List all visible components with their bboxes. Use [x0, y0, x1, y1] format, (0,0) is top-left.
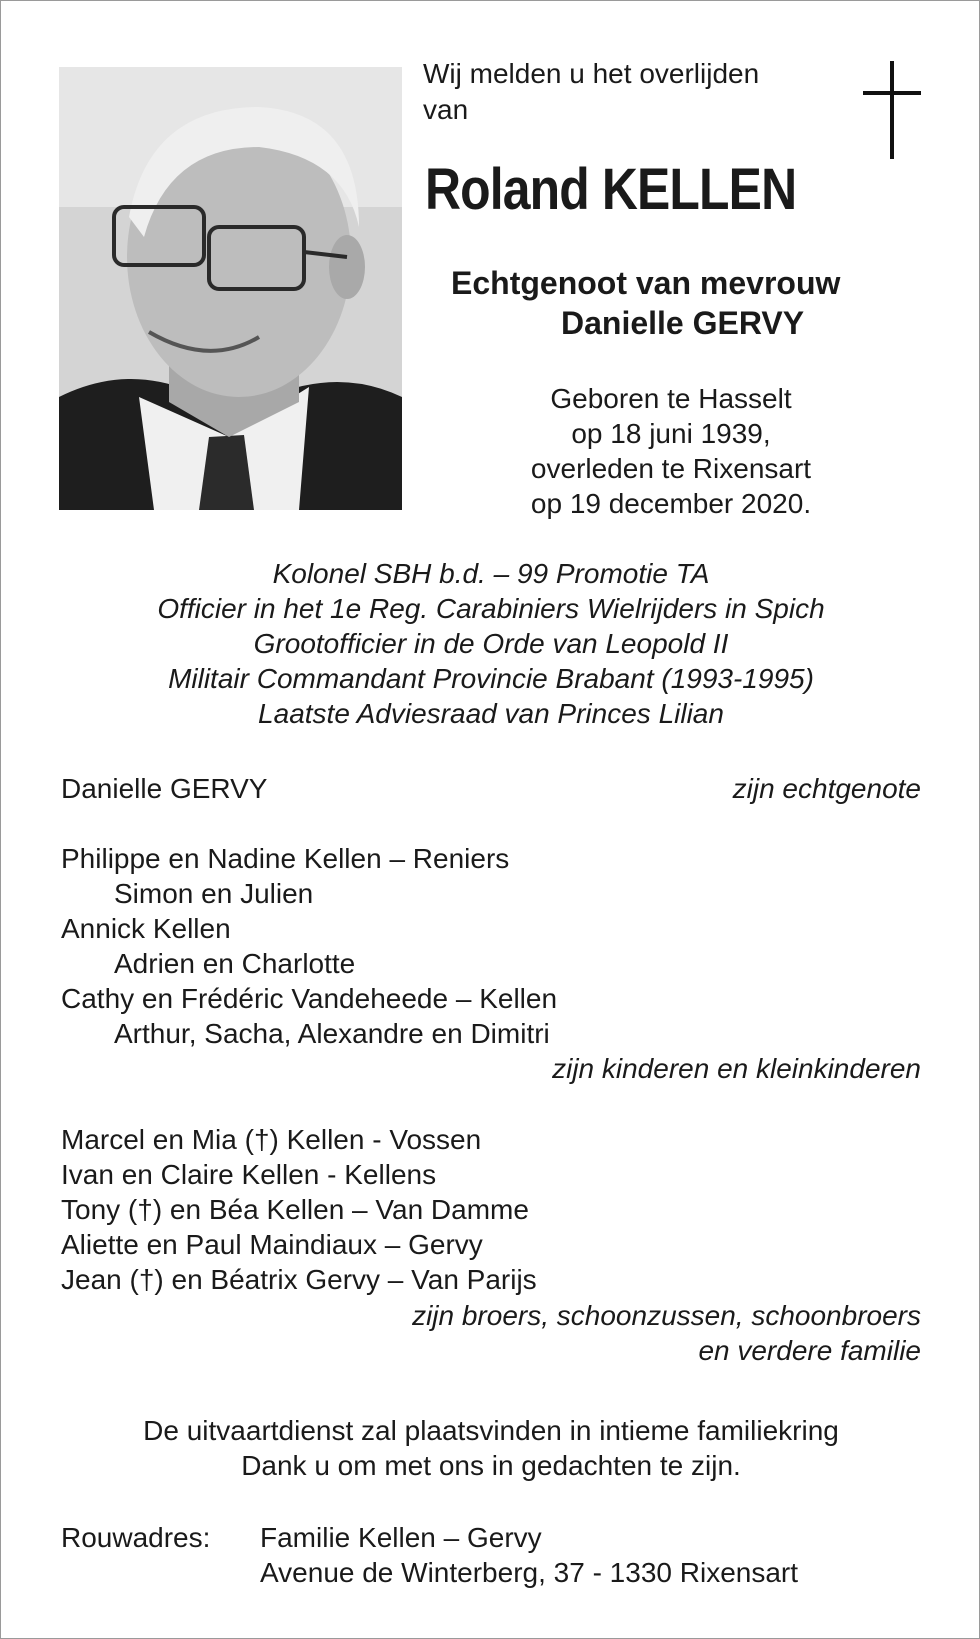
title-line: Grootofficier in de Orde van Leopold II [253, 628, 729, 659]
death-place: overleden te Rixensart [530, 453, 812, 484]
birth-death-block [471, 381, 871, 521]
family-line: Philippe en Nadine Kellen – Reniers [61, 843, 510, 874]
spouse-line-2: Danielle GERVY [561, 305, 805, 341]
address-label: Rouwadres: [61, 1522, 211, 1553]
widow-row [61, 771, 921, 806]
intro-text [423, 56, 759, 128]
family-line: Annick Kellen [61, 913, 231, 944]
spouse-line-1: Echtgenoot van mevrouw [451, 265, 841, 301]
birth-place: Geboren te Hasselt [550, 383, 792, 414]
address-line-2: Avenue de Winterberg, 37 - 1330 Rixensart [260, 1557, 799, 1588]
title-line: Laatste Adviesraad van Princes Lilian [258, 698, 724, 729]
titles-block [41, 556, 941, 731]
intro-line-1: Wij melden u het overlijden [423, 58, 760, 89]
siblings-relation-line-1: zijn broers, schoonzussen, schoonbroers [412, 1300, 921, 1331]
address-block [260, 1520, 798, 1590]
grandchildren-line: Simon en Julien [114, 878, 314, 909]
sibling-line: Ivan en Claire Kellen - Kellens [61, 1159, 437, 1190]
grandchildren-line: Arthur, Sacha, Alexandre en Dimitri [114, 1018, 550, 1049]
address-line-1: Familie Kellen – Gervy [260, 1522, 542, 1553]
portrait-photo [59, 67, 402, 510]
closing-text [41, 1413, 941, 1483]
deceased-name: Roland KELLEN [425, 157, 797, 222]
portrait-illustration [59, 67, 402, 510]
title-line: Militair Commandant Provincie Brabant (1993-1995) [168, 663, 814, 694]
intro-line-2: van [423, 94, 469, 125]
sibling-line: Marcel en Mia (†) Kellen - Vossen [61, 1124, 482, 1155]
sibling-line: Tony (†) en Béa Kellen – Van Damme [61, 1194, 529, 1225]
closing-line-2: Dank u om met ons in gedachten te zijn. [241, 1450, 741, 1481]
sibling-line: Aliette en Paul Maindiaux – Gervy [61, 1229, 483, 1260]
siblings-relation [412, 1298, 921, 1368]
family-line: Cathy en Frédéric Vandeheede – Kellen [61, 983, 558, 1014]
title-line: Kolonel SBH b.d. – 99 Promotie TA [272, 558, 710, 589]
children-relation: zijn kinderen en kleinkinderen [552, 1053, 921, 1084]
birth-date: op 18 juni 1939, [571, 418, 771, 449]
cross-icon [863, 61, 921, 159]
death-date: op 19 december 2020. [530, 488, 812, 519]
siblings-relation-line-2: en verdere familie [698, 1335, 921, 1366]
sibling-line: Jean (†) en Béatrix Gervy – Van Parijs [61, 1264, 537, 1295]
grandchildren-line: Adrien en Charlotte [114, 948, 356, 979]
closing-line-1: De uitvaartdienst zal plaatsvinden in intieme familiekring [143, 1415, 839, 1446]
widow-name: Danielle GERVY [61, 773, 268, 804]
widow-relation: zijn echtgenote [732, 773, 921, 804]
children-block [61, 841, 921, 1051]
title-line: Officier in het 1e Reg. Carabiniers Wielrijders in Spich [157, 593, 825, 624]
siblings-block [61, 1122, 921, 1297]
